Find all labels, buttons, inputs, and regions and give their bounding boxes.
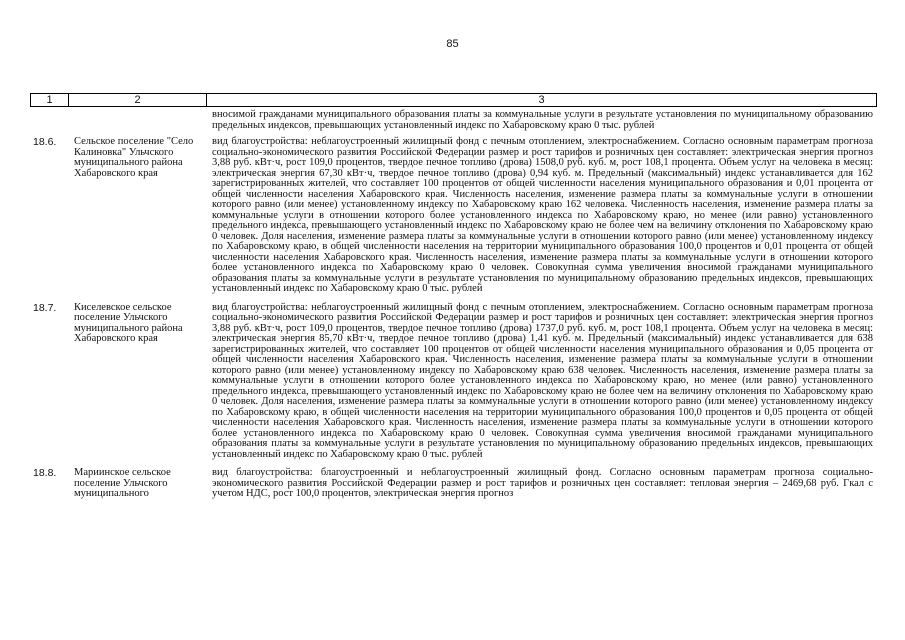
- settlement-name: Киселевское сельское поселение Ульчского муниципального района Хабаровского края: [74, 301, 183, 344]
- row-description: вид благоустройства: неблагоустроенный жилищный фонд с печным отоплением, электроснабжением. Согласно основным параметрам прогноза социально-экономического развития Российской Федерации размер и рост тарифов и розничных цен составляет: электрическая энергия прогноз 3,88 руб. кВт·ч, рост 109,0 процентов, твердое печное топливо (дрова) 1508,0 руб. куб. м, рост 108,1 процента. Объем услуг на человека в месяц: электрическая энергия 67,30 кВт·ч, твердое печное топливо (дрова) 0,94 куб. м. Предельный (максимальный) индекс устанавливается для 162 зарегистрированных жителей, что составляет 100 процентов от общей численности населения муниципального образования и 0,01 процента от общей численности населения Хабаровского края. Численность населения, изменение размера платы за коммунальные услуги в отношении которого равно (или менее) установленному индексу по Хабаровскому краю 162 человека. Численность населения, изменение размера платы за коммунальные услуги в отношении которого более установленного индекса по Хабаровскому краю, но менее (или равно) установленного предельного индекса, превышающего установленный индекс по Хабаровскому краю не более чем на величину отклонения по Хабаровскому краю 0 человек. Доля населения, изменение размера платы за коммунальные услуги в отношении которого равно (или менее) установленному индексу по Хабаровскому краю, в общей численности населения на территории муниципального образования 100,0 процентов и 0,01 процента от общей численности населения Хабаровского края. Численность населения, изменение размера платы за коммунальные услуги в отношении которого более установленного индекса по Хабаровскому краю 0 человек. Совокупная сумма увеличения вносимой гражданами муниципального образования платы за коммунальные услуги в результате установления по муниципальному образованию предельных индексов, превышающих установленный индекс по Хабаровскому краю 0 тыс. рублей: [212, 136, 873, 294]
- row-description: вид благоустройства: благоустроенный и неблагоустроенный жилищный фонд. Согласно основным параметрам прогноза социально-экономического развития Российской Федерации размер и рост тарифов и розничных цен составляет: тепловая энергия – 2469,68 руб. Гкал с учетом НДС, рост 100,0 процентов, электрическая энергия прогноз: [212, 467, 873, 499]
- row-description: вносимой гражданами муниципального образования платы за коммунальные услуги в результате установления по муниципальному образованию предельных индексов, превышающих установленный индекс по Хабаровскому краю 0 тыс. рублей: [212, 109, 873, 131]
- header-col-3: 3: [538, 94, 545, 106]
- settlement-name: Сельское поселение "Село Калиновка" Ульчского муниципального района Хабаровского края: [74, 136, 194, 179]
- table-header: [30, 93, 877, 107]
- table-row: [30, 137, 877, 295]
- header-col-1: 1: [31, 94, 69, 106]
- settlement-name: [68, 110, 206, 131]
- table-row: [30, 110, 877, 131]
- row-number: 18.8.: [33, 467, 57, 479]
- table-row: [30, 468, 877, 500]
- row-description: вид благоустройства: неблагоустроенный жилищный фонд с печным отоплением, электроснабжением. Согласно основным параметрам прогноза социально-экономического развития Российской Федерации размер и рост тарифов и розничных цен составляет: электрическая энергия прогноз 3,88 руб. кВт·ч, рост 109,0 процентов, твердое печное топливо (дрова) 1737,0 руб. куб. м, рост 108,1 процента. Объем услуг на человека в месяц: электрическая энергия 85,70 кВт·ч, твердое печное топливо (дрова) 1,41 куб. м. Предельный (максимальный) индекс устанавливается для 638 зарегистрированных жителей, что составляет 100 процентов от общей численности населения муниципального образования и 0,05 процента от общей численности населения Хабаровского края. Численность населения, изменение размера платы за коммунальные услуги в отношении которого равно (или менее) установленному индексу по Хабаровскому краю 638 человек. Численность населения, изменение размера платы за коммунальные услуги в отношении которого более установленного индекса по Хабаровскому краю, но менее (или равно) установленного предельного индекса, превышающего установленный индекс по Хабаровскому краю не более чем на величину отклонения по Хабаровскому краю 0 человек. Доля населения, изменение размера платы за коммунальные услуги в отношении которого равно (или менее) установленному индексу по Хабаровскому краю, в общей численности населения на территории муниципального образования 100,0 процентов и 0,05 процента от общей численности населения Хабаровского края. Численность населения, изменение размера платы за коммунальные услуги в отношении которого более установленного индекса по Хабаровскому краю 0 человек. Совокупная сумма увеличения вносимой гражданами муниципального образования платы за коммунальные услуги в результате установления по муниципальному образованию предельных индексов, превышающих установленный индекс по Хабаровскому краю 0 тыс. рублей: [212, 301, 873, 460]
- settlement-name: Мариинское сельское поселение Ульчского муниципального: [74, 467, 171, 499]
- header-col-2: 2: [69, 94, 207, 106]
- row-number: 18.7.: [33, 301, 57, 314]
- table-row: [30, 303, 877, 461]
- table-body: [30, 110, 877, 508]
- row-number: [30, 110, 68, 131]
- row-number: 18.6.: [33, 136, 57, 148]
- page-number: 85: [446, 38, 459, 50]
